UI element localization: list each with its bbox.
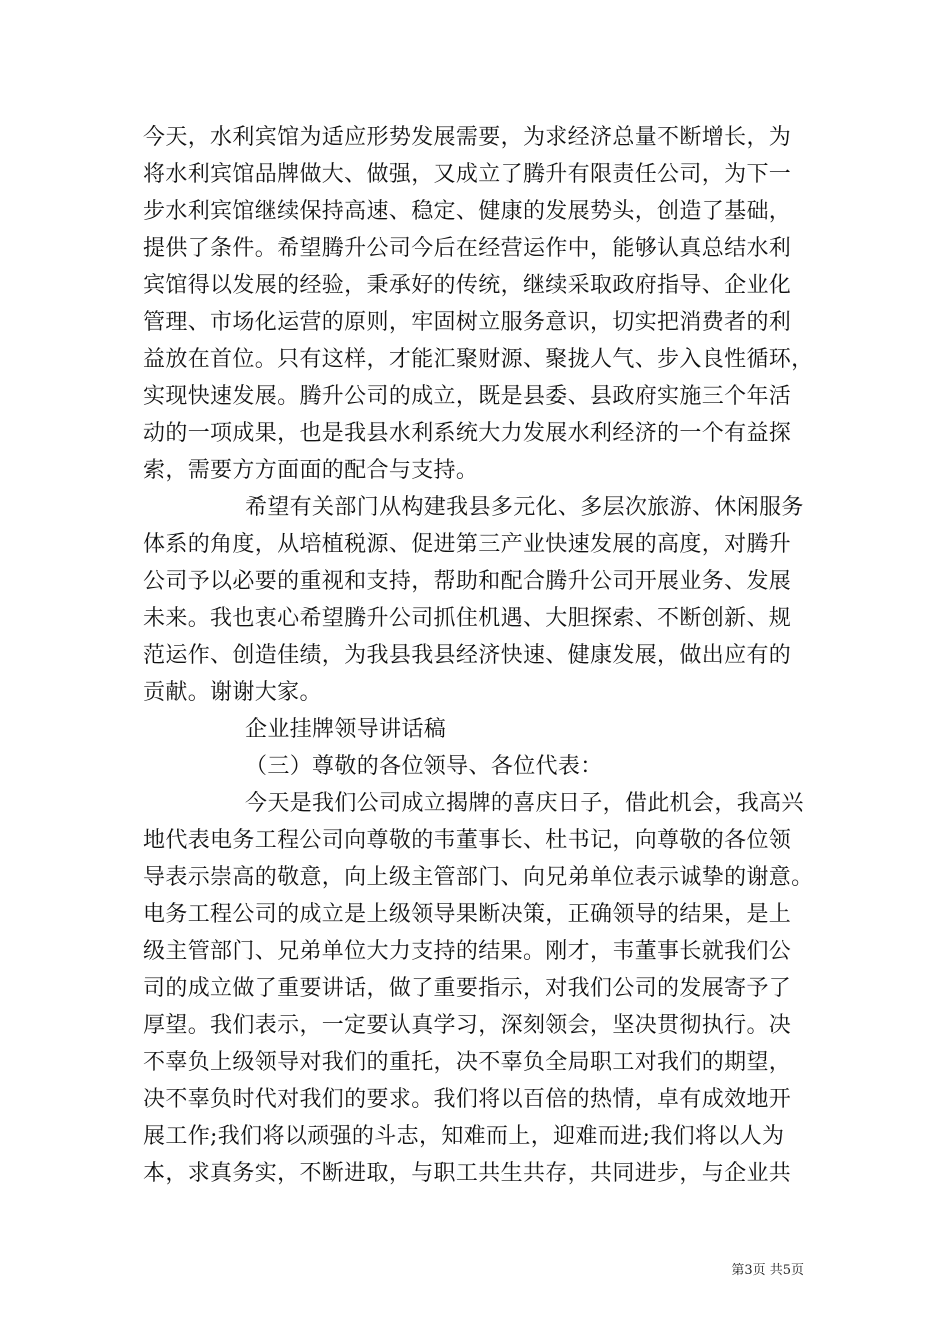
text-line: 贡献。谢谢大家。 (143, 680, 322, 705)
text-line: 司的成立做了重要讲话，做了重要指示，对我们公司的发展寄予了 (143, 976, 792, 1001)
text-line: 管理、市场化运营的原则，牢固树立服务意识，切实把消费者的利 (143, 310, 792, 335)
text-line: 决不辜负时代对我们的要求。我们将以百倍的热情，卓有成效地开 (143, 1087, 792, 1112)
text-line: 不辜负上级领导对我们的重托，决不辜负全局职工对我们的期望， (143, 1050, 792, 1075)
text-line: 提供了条件。希望腾升公司今后在经营运作中，能够认真总结水利 (143, 236, 792, 261)
text-line: 动的一项成果，也是我县水利系统大力发展水利经济的一个有益探 (143, 421, 792, 446)
text-line: 展工作;我们将以顽强的斗志，知难而上，迎难而进;我们将以人为 (143, 1124, 785, 1149)
text-line: 公司予以必要的重视和支持，帮助和配合腾升公司开展业务、发展 (143, 569, 792, 594)
text-line: 未来。我也衷心希望腾升公司抓住机遇、大胆探索、不断创新、规 (143, 606, 792, 631)
text-line: 宾馆得以发展的经验，秉承好的传统，继续采取政府指导、企业化 (143, 273, 792, 298)
text-line: 地代表电务工程公司向尊敬的韦董事长、杜书记，向尊敬的各位领 (143, 828, 792, 853)
text-line: 益放在首位。只有这样，才能汇聚财源、聚拢人气、步入良性循环， (143, 347, 814, 372)
text-line: 步水利宾馆继续保持高速、稳定、健康的发展势头，创造了基础， (143, 199, 792, 224)
text-line: 范运作、创造佳绩，为我县我县经济快速、健康发展，做出应有的 (143, 643, 792, 668)
text-line: 电务工程公司的成立是上级领导果断决策，正确领导的结果，是上 (143, 902, 792, 927)
paragraph-start-line: 今天是我们公司成立揭牌的喜庆日子，借此机会，我高兴 (245, 791, 804, 816)
text-line: 级主管部门、兄弟单位大力支持的结果。刚才，韦董事长就我们公 (143, 939, 792, 964)
salutation-line: （三）尊敬的各位领导、各位代表： (245, 754, 603, 779)
text-line: 导表示崇高的敬意，向上级主管部门、向兄弟单位表示诚挚的谢意。 (143, 865, 814, 890)
text-line: 索，需要方方面面的配合与支持。 (143, 458, 479, 483)
text-line: 体系的角度，从培植税源、促进第三产业快速发展的高度，对腾升 (143, 532, 792, 557)
text-line: 将水利宾馆品牌做大、做强，又成立了腾升有限责任公司，为下一 (143, 162, 792, 187)
text-line: 今天，水利宾馆为适应形势发展需要，为求经济总量不断增长，为 (143, 125, 792, 150)
paragraph-start-line: 希望有关部门从构建我县多元化、多层次旅游、休闲服务 (245, 495, 804, 520)
text-line: 本，求真务实，不断进取，与职工共生共存，共同进步，与企业共 (143, 1161, 792, 1186)
section-heading: 企业挂牌领导讲话稿 (245, 717, 447, 742)
text-line: 厚望。我们表示，一定要认真学习，深刻领会，坚决贯彻执行。决 (143, 1013, 792, 1038)
text-line: 实现快速发展。腾升公司的成立，既是县委、县政府实施三个年活 (143, 384, 792, 409)
page-number: 第3页 共5页 (731, 1263, 804, 1278)
